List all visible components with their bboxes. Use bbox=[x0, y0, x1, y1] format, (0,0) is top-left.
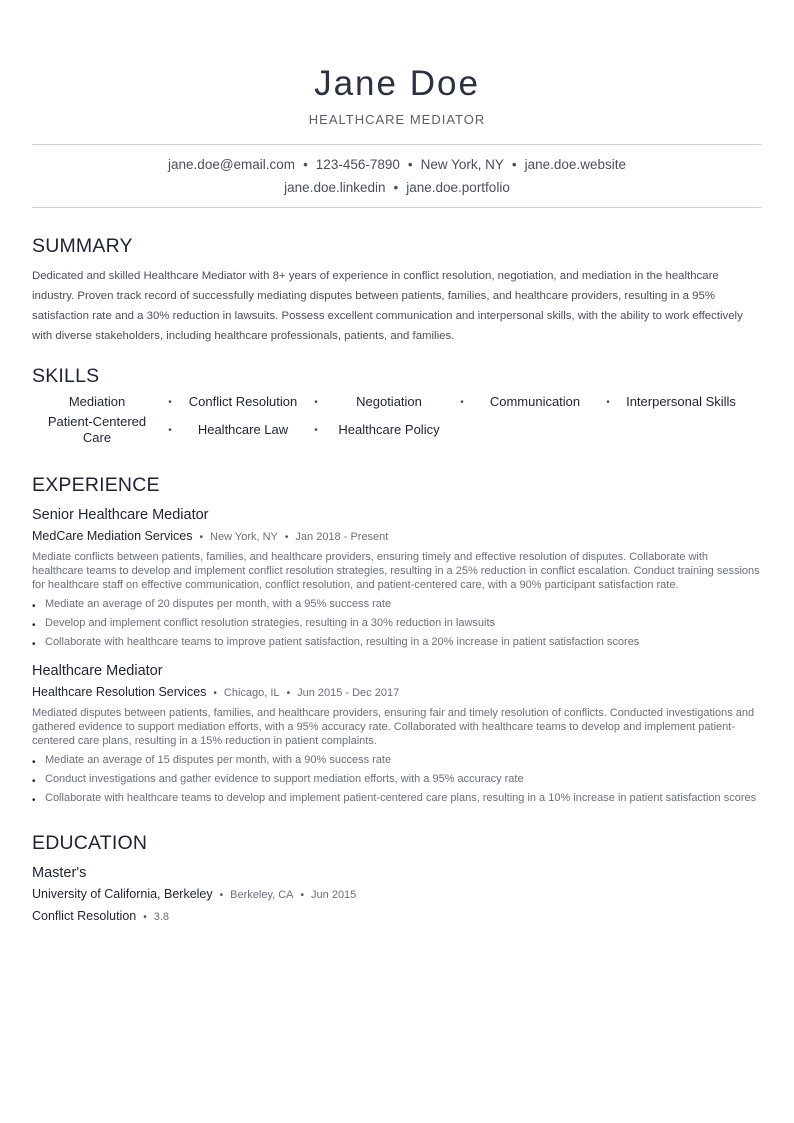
summary-heading: SUMMARY bbox=[32, 235, 133, 257]
skill-separator: • bbox=[314, 424, 318, 436]
contact-separator: • bbox=[407, 157, 413, 172]
job-description: Mediate conflicts between patients, families, and healthcare providers, ensuring timely and effective resolution of disputes. Collaborate with healthcare teams to develop and implement conflict resolution strategies, resulting in a 25% reduction in conflict escalation. Conduct training sessions for healthcare staff on effective communication, conflict resolution, and patient-centered care, with a 90% participant satisfaction rate. bbox=[32, 551, 760, 591]
skills-grid bbox=[32, 394, 762, 446]
education-school-line bbox=[32, 886, 762, 904]
job-bullet bbox=[32, 753, 762, 767]
skill-item: Healthcare Law bbox=[197, 422, 289, 437]
contact-separator: • bbox=[303, 157, 308, 172]
meta-separator: • bbox=[286, 688, 291, 699]
education-field-line bbox=[32, 908, 762, 926]
education-field: Conflict Resolution bbox=[32, 909, 137, 923]
skill-separator: • bbox=[168, 424, 172, 436]
contact-phone[interactable]: 123-456-7890 bbox=[315, 157, 400, 172]
job-title: Healthcare Mediator bbox=[32, 663, 163, 679]
bullet-dot: • bbox=[32, 776, 36, 787]
bullet-text: Collaborate with healthcare teams to develop and implement patient-centered care plans, resulting in a 10% increase in patient satisfaction scores bbox=[45, 792, 757, 804]
contact-email[interactable]: jane.doe@email.com bbox=[168, 157, 296, 172]
job-entry bbox=[32, 662, 762, 805]
meta-separator: • bbox=[300, 890, 305, 901]
contact-website[interactable]: jane.doe.website bbox=[524, 157, 626, 172]
bullet-dot: • bbox=[32, 620, 36, 631]
skill-item: Healthcare Policy bbox=[338, 422, 440, 437]
bullet-dot: • bbox=[32, 601, 36, 612]
skill-item: Interpersonal Skills bbox=[626, 394, 736, 409]
contact-block bbox=[32, 145, 762, 207]
bullet-text: Mediate an average of 20 disputes per month, with a 95% success rate bbox=[45, 598, 392, 610]
summary-text: Dedicated and skilled Healthcare Mediator with 8+ years of experience in conflict resolution, negotiation, and mediation in the healthcare industry. Proven track record of successfully mediating disputes between patients, families, and healthcare providers, resulting in a 95% satisfaction rate and a 30% reduction in lawsuits. Possess excellent communication and interpersonal skills, with the ability to work effectively with diverse stakeholders, including healthcare professionals, patients, and families. bbox=[32, 270, 743, 342]
contact-location: New York, NY bbox=[420, 157, 504, 172]
header-divider-bottom bbox=[32, 207, 762, 208]
candidate-role: HEALTHCARE MEDIATOR bbox=[308, 112, 486, 127]
job-bullets bbox=[32, 753, 762, 805]
education-school: University of California, Berkeley bbox=[32, 887, 213, 901]
contact-separator: • bbox=[511, 157, 517, 172]
resume-header bbox=[32, 66, 762, 128]
job-description: Mediated disputes between patients, families, and healthcare providers, ensuring fair and timely resolution of conflicts. Conducted investigations and gathered evidence to support mediation efforts, with a 95% accuracy rate. Collaborated with healthcare teams to develop and implement patient-centered care plans, resulting in a 15% reduction in patient complaints. bbox=[32, 707, 755, 747]
job-dates: Jan 2018 - Present bbox=[295, 531, 389, 543]
job-bullet bbox=[32, 597, 762, 611]
job-bullet bbox=[32, 616, 762, 630]
skill-item: Communication bbox=[489, 394, 581, 409]
contact-linkedin[interactable]: jane.doe.linkedin bbox=[284, 180, 386, 195]
job-meta bbox=[32, 684, 762, 702]
skill-separator: • bbox=[460, 396, 464, 408]
contact-portfolio[interactable]: jane.doe.portfolio bbox=[406, 180, 510, 195]
education-degree: Master's bbox=[32, 865, 87, 881]
contact-line-2 bbox=[32, 176, 762, 199]
bullet-dot: • bbox=[32, 757, 36, 768]
experience-heading: EXPERIENCE bbox=[32, 474, 160, 496]
bullet-dot: • bbox=[32, 795, 36, 806]
job-bullet bbox=[32, 772, 762, 786]
bullet-text: Conduct investigations and gather evidence to support mediation efforts, with a 95% accuracy rate bbox=[45, 773, 524, 785]
job-company: Healthcare Resolution Services bbox=[32, 685, 207, 699]
skill-item: Conflict Resolution bbox=[188, 394, 298, 409]
job-location: Chicago, IL bbox=[223, 687, 280, 699]
meta-separator: • bbox=[199, 532, 204, 543]
bullet-text: Develop and implement conflict resolution strategies, resulting in a 30% reduction in lawsuits bbox=[45, 617, 496, 629]
job-location: New York, NY bbox=[210, 531, 278, 543]
education-heading: EDUCATION bbox=[32, 832, 148, 854]
education-location: Berkeley, CA bbox=[230, 889, 294, 901]
job-title: Senior Healthcare Mediator bbox=[32, 507, 209, 523]
skill-separator: • bbox=[168, 396, 172, 408]
skill-item: Mediation bbox=[68, 394, 126, 409]
meta-separator: • bbox=[284, 532, 289, 543]
contact-separator: • bbox=[393, 180, 399, 195]
skill-separator: • bbox=[314, 396, 318, 408]
meta-separator: • bbox=[143, 912, 147, 923]
contact-line-1 bbox=[32, 153, 762, 176]
job-bullets bbox=[32, 597, 762, 649]
job-dates: Jun 2015 - Dec 2017 bbox=[297, 687, 400, 699]
meta-separator: • bbox=[219, 890, 224, 901]
job-company: MedCare Mediation Services bbox=[32, 529, 193, 543]
education-gpa: 3.8 bbox=[153, 911, 170, 923]
skills-heading: SKILLS bbox=[32, 365, 100, 387]
skill-item: Patient-Centered Care bbox=[47, 414, 147, 445]
bullet-text: Collaborate with healthcare teams to improve patient satisfaction, resulting in a 20% increase in patient satisfaction scores bbox=[45, 636, 640, 648]
education-date: Jun 2015 bbox=[311, 889, 357, 901]
bullet-dot: • bbox=[32, 639, 36, 650]
bullet-text: Mediate an average of 15 disputes per month, with a 90% success rate bbox=[45, 754, 392, 766]
resume-page bbox=[32, 0, 762, 926]
skill-item: Negotiation bbox=[356, 394, 422, 409]
job-meta bbox=[32, 528, 762, 546]
meta-separator: • bbox=[213, 688, 217, 699]
candidate-name: Jane Doe bbox=[314, 64, 480, 103]
job-bullet bbox=[32, 791, 762, 805]
skill-separator: • bbox=[606, 396, 610, 408]
job-bullet bbox=[32, 635, 762, 649]
job-entry bbox=[32, 506, 762, 649]
